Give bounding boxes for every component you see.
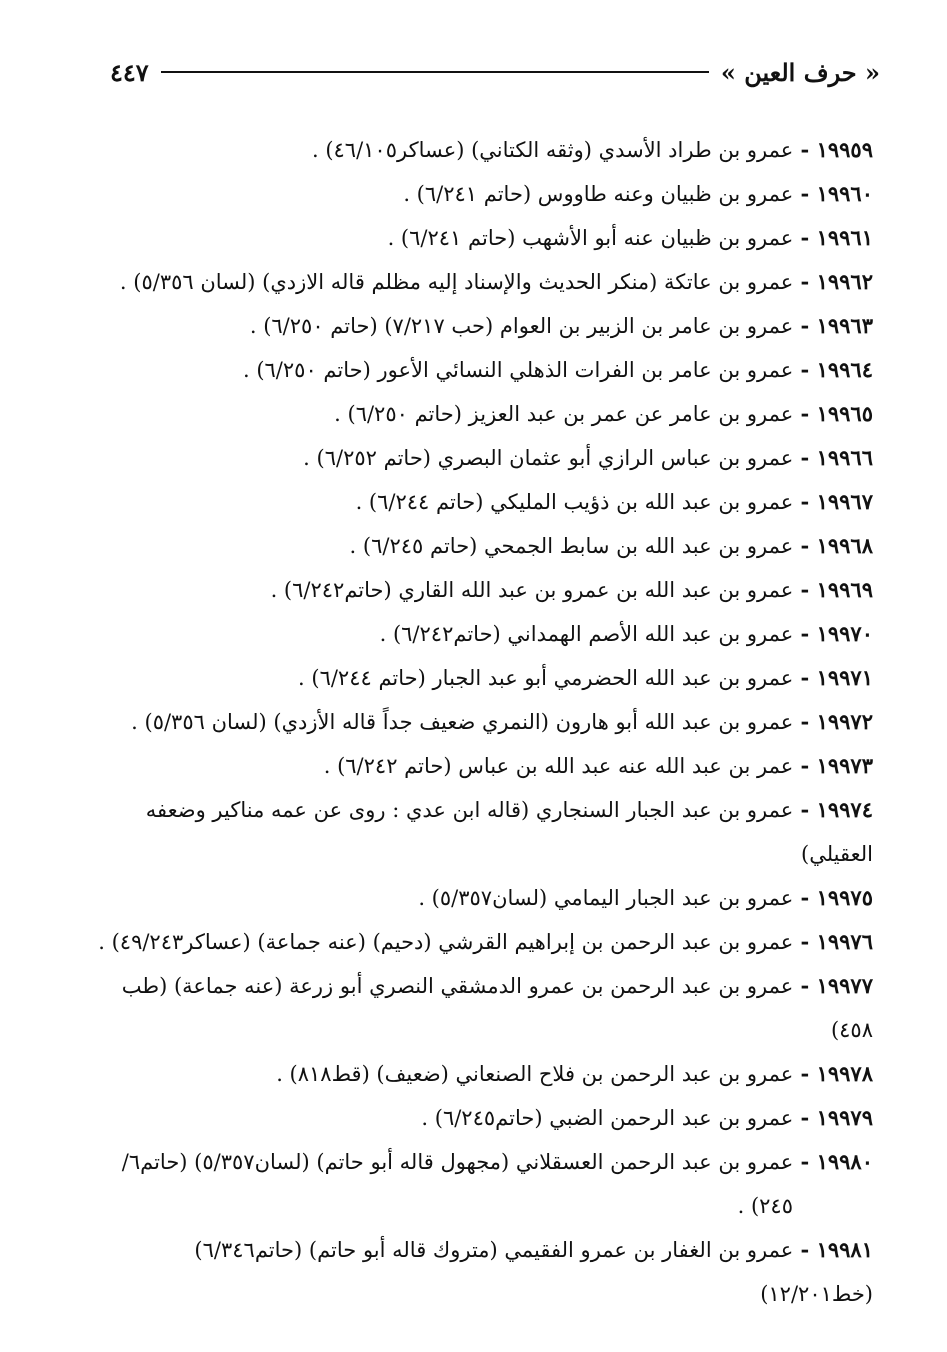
entry-number: ١٩٩٦٠ (816, 181, 873, 206)
entry-continuation: ٢٤٥) . (737, 1194, 793, 1218)
entry: ١٩٩٥٩ - عمرو بن طراد الأسدي (وثقه الكتاني) (عساكر٤٦/١٠٥) . (311, 137, 873, 162)
entry-number: ١٩٩٧٤ (816, 797, 873, 822)
entry-text: عمرو بن عبد الرحمن الضبي (حاتم٦/٢٤٥) . (421, 1106, 794, 1130)
entry-number: ١٩٩٦١ (816, 225, 873, 250)
entry: ١٩٩٦٧ - عمرو بن عبد الله بن ذؤيب المليكي (حاتم ٦/٢٤٤) . (355, 489, 873, 514)
entry-number: ١٩٩٧٠ (816, 621, 873, 646)
entry-text: عمرو بن عبد الله بن ذؤيب المليكي (حاتم ٦/٢٤٤) . (355, 490, 794, 514)
entry-text: عمرو بن عبد الله بن عمرو بن عبد الله القاري (حاتم٦/٢٤٢) . (270, 578, 794, 602)
entry-number: ١٩٩٧٧ (816, 973, 873, 998)
entry-number: ١٩٩٧٩ (816, 1105, 873, 1130)
entry-number: ١٩٩٧١ (816, 665, 873, 690)
entry-number: ١٩٩٧٣ (816, 753, 873, 778)
entry-number: ١٩٩٨٠ (816, 1149, 873, 1174)
entry: ١٩٩٨٠ - عمرو بن عبد الرحمن العسقلاني (مجهول قاله أبو حاتم) (لسان٥/٣٥٧) (حاتم٦/ ٢٤٥) . (95, 1140, 873, 1228)
entry-number: ١٩٩٦٨ (816, 533, 873, 558)
entry-number: ١٩٩٦٦ (816, 445, 873, 470)
entry-text: عمرو بن عباس الرازي أبو عثمان البصري (حاتم ٦/٢٥٢) . (303, 446, 794, 470)
entry: ١٩٩٦٢ - عمرو بن عاتكة (منكر الحديث والإسناد إليه مظلم قاله الازدي) (لسان ٥/٣٥٦) . (119, 269, 873, 294)
entry-number: ١٩٩٧٢ (816, 709, 873, 734)
header-rule (161, 71, 709, 73)
entry-text: عمرو بن عبد الله بن سابط الجمحي (حاتم ٦/٢٤٥) . (349, 534, 794, 558)
entry-number: ١٩٩٦٢ (816, 269, 873, 294)
entry-text: عمرو بن عبد الرحمن بن إبراهيم القرشي (دحيم) (عنه جماعة) (عساكر٤٩/٢٤٣) . (98, 930, 794, 954)
entry-number: ١٩٩٦٣ (816, 313, 873, 338)
entry: ١٩٩٧٩ - عمرو بن عبد الرحمن الضبي (حاتم٦/٢٤٥) . (421, 1105, 873, 1130)
entry-text: عمرو بن عبد الجبار السنجاري (قاله ابن عدي : روى عن عمه مناكير وضعفه العقيلي) (145, 798, 873, 866)
entry-number: ١٩٩٧٦ (816, 929, 873, 954)
entry-number: ١٩٩٦٧ (816, 489, 873, 514)
entry: ١٩٩٧٥ - عمرو بن عبد الجبار اليمامي (لسان٥/٣٥٧) . (418, 885, 873, 910)
entry: ١٩٩٦٤ - عمرو بن عامر بن الفرات الذهلي النسائي الأعور (حاتم ٦/٢٥٠) . (242, 357, 873, 382)
entry-text: عمرو بن عاتكة (منكر الحديث والإسناد إليه مظلم قاله الازدي) (لسان ٥/٣٥٦) . (119, 270, 794, 294)
chapter-title: « حرف العين » (720, 57, 880, 87)
entry: ١٩٩٦٨ - عمرو بن عبد الله بن سابط الجمحي (حاتم ٦/٢٤٥) . (349, 533, 873, 558)
entry-number: ١٩٩٧٥ (816, 885, 873, 910)
entry-text: عمرو بن ظبيان عنه أبو الأشهب (حاتم ٦/٢٤١) . (387, 226, 794, 250)
entry-number: ١٩٩٦٤ (816, 357, 873, 382)
entry-text: عمرو بن عبد الله الحضرمي أبو عبد الجبار (حاتم ٦/٢٤٤) . (298, 666, 794, 690)
entry: ١٩٩٦١ - عمرو بن ظبيان عنه أبو الأشهب (حاتم ٦/٢٤١) . (387, 225, 873, 250)
entry-number: ١٩٩٦٩ (816, 577, 873, 602)
entry-text: عمرو بن ظبيان وعنه طاووس (حاتم ٦/٢٤١) . (403, 182, 794, 206)
entry: ١٩٩٦٥ - عمرو بن عامر عن عمر بن عبد العزيز (حاتم ٦/٢٥٠) . (334, 401, 873, 426)
entry: ١٩٩٧٧ - عمرو بن عبد الرحمن بن عمرو الدمشقي النصري أبو زرعة (عنه جماعة) (طب ٤٥٨) (121, 973, 873, 1042)
entry: ١٩٩٧١ - عمرو بن عبد الله الحضرمي أبو عبد الجبار (حاتم ٦/٢٤٤) . (298, 665, 873, 690)
entry-number: ١٩٩٧٨ (816, 1061, 873, 1086)
entry-number: ١٩٩٥٩ (816, 137, 873, 162)
entry: ١٩٩٦٩ - عمرو بن عبد الله بن عمرو بن عبد الله القاري (حاتم٦/٢٤٢) . (270, 577, 873, 602)
entry-text: عمرو بن عبد الجبار اليمامي (لسان٥/٣٥٧) . (418, 886, 794, 910)
entry: ١٩٩٦٦ - عمرو بن عباس الرازي أبو عثمان البصري (حاتم ٦/٢٥٢) . (303, 445, 873, 470)
entry-text: عمرو بن عامر بن الفرات الذهلي النسائي الأعور (حاتم ٦/٢٥٠) . (242, 358, 794, 382)
entry: ١٩٩٧٣ - عمر بن عبد الله عنه عبد الله بن عباس (حاتم ٦/٢٤٢) . (323, 753, 873, 778)
entry-text: عمرو بن عامر بن الزبير بن العوام (حب ٧/٢١٧) (حاتم ٦/٢٥٠) . (249, 314, 794, 338)
entries-list (95, 128, 873, 1316)
entry-text: عمرو بن عبد الرحمن بن فلاح الصنعاني (ضعيف) (قط٨١٨) . (276, 1062, 794, 1086)
entry-number: ١٩٩٨١ (816, 1237, 873, 1262)
entry: ١٩٩٧٢ - عمرو بن عبد الله أبو هارون (النمري ضعيف جداً قاله الأزدي) (لسان ٥/٣٥٦) . (131, 709, 873, 734)
entry: ١٩٩٧٤ - عمرو بن عبد الجبار السنجاري (قاله ابن عدي : روى عن عمه مناكير وضعفه العقيلي) (145, 797, 873, 866)
entry-text: عمرو بن عامر عن عمر بن عبد العزيز (حاتم ٦/٢٥٠) . (334, 402, 794, 426)
entry: ١٩٩٨١ - عمرو بن الغفار بن عمرو الفقيمي (متروك قاله أبو حاتم) (حاتم٦/٣٤٦) (خط١٢/٢٠١) (194, 1237, 873, 1306)
entry-number: ١٩٩٦٥ (816, 401, 873, 426)
page-number: ٤٤٧ (110, 57, 149, 87)
page-header (110, 52, 880, 92)
entry: ١٩٩٧٠ - عمرو بن عبد الله الأصم الهمداني (حاتم٦/٢٤٢) . (379, 621, 873, 646)
entry-text: عمرو بن الغفار بن عمرو الفقيمي (متروك قاله أبو حاتم) (حاتم٦/٣٤٦) (خط١٢/٢٠١) (194, 1238, 873, 1306)
entry-text: عمرو بن عبد الرحمن العسقلاني (مجهول قاله أبو حاتم) (لسان٥/٣٥٧) (حاتم٦/ (121, 1150, 794, 1174)
entry: ١٩٩٧٨ - عمرو بن عبد الرحمن بن فلاح الصنعاني (ضعيف) (قط٨١٨) . (276, 1061, 873, 1086)
entry-text: عمرو بن عبد الرحمن بن عمرو الدمشقي النصري أبو زرعة (عنه جماعة) (طب ٤٥٨) (121, 974, 873, 1042)
entry: ١٩٩٦٠ - عمرو بن ظبيان وعنه طاووس (حاتم ٦/٢٤١) . (403, 181, 873, 206)
entry-text: عمر بن عبد الله عنه عبد الله بن عباس (حاتم ٦/٢٤٢) . (323, 754, 794, 778)
entry: ١٩٩٧٦ - عمرو بن عبد الرحمن بن إبراهيم القرشي (دحيم) (عنه جماعة) (عساكر٤٩/٢٤٣) . (98, 929, 873, 954)
entry-text: عمرو بن عبد الله أبو هارون (النمري ضعيف جداً قاله الأزدي) (لسان ٥/٣٥٦) . (131, 710, 794, 734)
entry-text: عمرو بن طراد الأسدي (وثقه الكتاني) (عساكر٤٦/١٠٥) . (311, 138, 794, 162)
entry-text: عمرو بن عبد الله الأصم الهمداني (حاتم٦/٢٤٢) . (379, 622, 794, 646)
entry: ١٩٩٦٣ - عمرو بن عامر بن الزبير بن العوام (حب ٧/٢١٧) (حاتم ٦/٢٥٠) . (249, 313, 873, 338)
